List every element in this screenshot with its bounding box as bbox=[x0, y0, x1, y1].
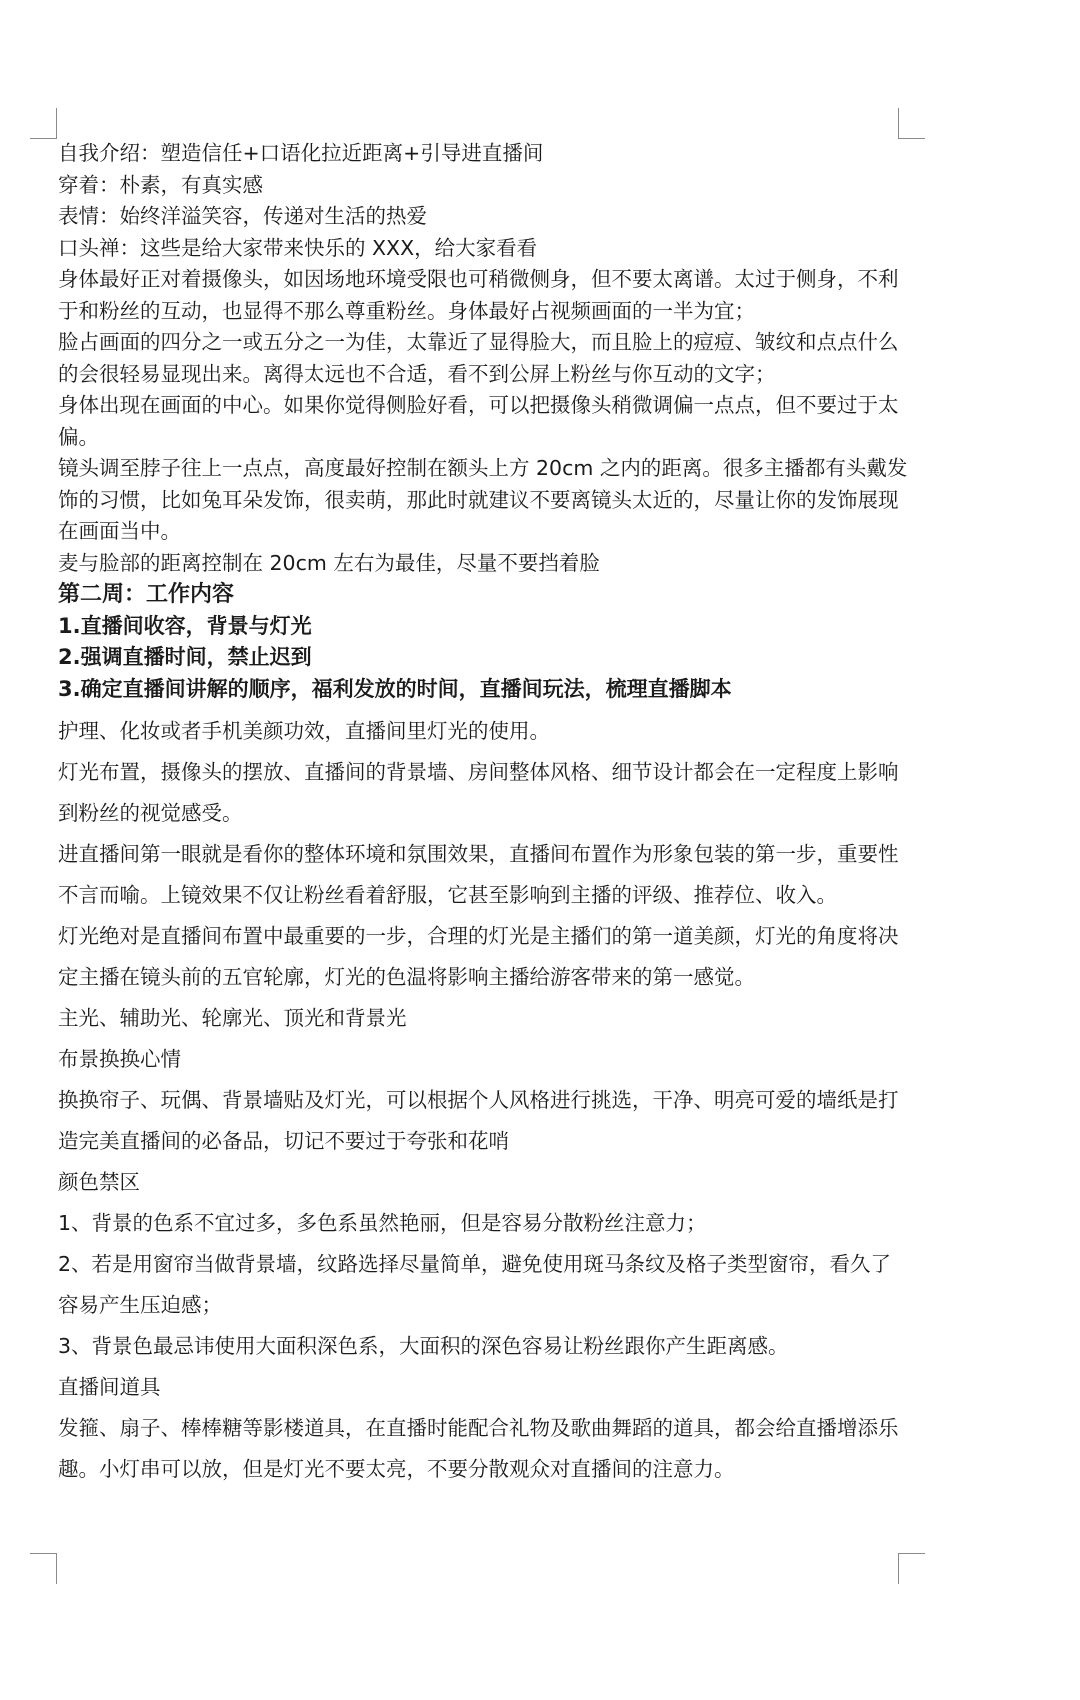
page-corner-mark-bottom-left bbox=[30, 1553, 57, 1584]
paragraph: 进直播间第一眼就是看你的整体环境和氛围效果，直播间布置作为形象包装的第一步，重要性不言而喻。上镜效果不仅让粉丝看着舒服，它甚至影响到主播的评级、推荐位、收入。 bbox=[58, 842, 899, 907]
page-corner-mark-top-right bbox=[898, 108, 925, 139]
subheading: 直播间道具 bbox=[58, 1375, 161, 1399]
paragraph: 发箍、扇子、棒棒糖等影楼道具，在直播时能配合礼物及歌曲舞蹈的道具，都会给直播增添乐趣。小灯串可以放，但是灯光不要太亮，不要分散观众对直播间的注意力。 bbox=[58, 1416, 899, 1481]
subheading: 布景换换心情 bbox=[58, 1047, 181, 1071]
paragraph: 主光、辅助光、轮廓光、顶光和背景光 bbox=[58, 1006, 407, 1030]
list-item: 3、背景色最忌讳使用大面积深色系，大面积的深色容易让粉丝跟你产生距离感。 bbox=[58, 1334, 789, 1358]
paragraph: 口头禅：这些是给大家带来快乐的 XXX，给大家看看 bbox=[58, 235, 538, 260]
paragraph: 麦与脸部的距离控制在 20cm 左右为最佳，尽量不要挡着脸 bbox=[58, 550, 600, 575]
list-item: 1、背景的色系不宜过多，多色系虽然艳丽，但是容易分散粉丝注意力； bbox=[58, 1211, 707, 1235]
numbered-heading: 3.确定直播间讲解的顺序，福利发放的时间，直播间玩法，梳理直播脚本 bbox=[58, 676, 732, 701]
paragraph: 灯光绝对是直播间布置中最重要的一步，合理的灯光是主播们的第一道美颜，灯光的角度将决定主播在镜头前的五官轮廓，灯光的色温将影响主播给游客带来的第一感觉。 bbox=[58, 924, 899, 989]
paragraph: 镜头调至脖子往上一点点，高度最好控制在额头上方 20cm 之内的距离。很多主播都有头戴发饰的习惯，比如兔耳朵发饰，很卖萌，那此时就建议不要离镜头太近的，尽量让你的发饰展现在画面当中。 bbox=[58, 456, 908, 543]
list-item: 2、若是用窗帘当做背景墙，纹路选择尽量简单，避免使用斑马条纹及格子类型窗帘，看久了容易产生压迫感； bbox=[58, 1252, 892, 1317]
page-corner-mark-top-left bbox=[30, 108, 57, 139]
document-body bbox=[58, 138, 908, 1490]
paragraph: 身体最好正对着摄像头，如因场地环境受限也可稍微侧身，但不要太离谱。太过于侧身，不利于和粉丝的互动，也显得不那么尊重粉丝。身体最好占视频画面的一半为宜； bbox=[58, 267, 899, 323]
numbered-heading: 2.强调直播时间，禁止迟到 bbox=[58, 645, 312, 669]
paragraph: 身体出现在画面的中心。如果你觉得侧脸好看，可以把摄像头稍微调偏一点点，但不要过于太偏。 bbox=[58, 393, 899, 449]
numbered-heading: 1.直播间收容，背景与灯光 bbox=[58, 613, 312, 638]
paragraph: 穿着：朴素，有真实感 bbox=[58, 172, 263, 197]
section-two-body bbox=[58, 711, 908, 1490]
paragraph: 自我介绍：塑造信任+口语化拉近距离+引导进直播间 bbox=[58, 141, 544, 165]
paragraph: 护理、化妆或者手机美颜功效，直播间里灯光的使用。 bbox=[58, 719, 550, 743]
subheading: 颜色禁区 bbox=[58, 1170, 140, 1194]
page-corner-mark-bottom-right bbox=[898, 1553, 925, 1584]
paragraph: 换换帘子、玩偶、背景墙贴及灯光，可以根据个人风格进行挑选，干净、明亮可爱的墙纸是打造完美直播间的必备品，切记不要过于夸张和花哨 bbox=[58, 1088, 899, 1153]
paragraph: 灯光布置，摄像头的摆放、直播间的背景墙、房间整体风格、细节设计都会在一定程度上影响到粉丝的视觉感受。 bbox=[58, 760, 899, 825]
section-heading: 第二周：工作内容 bbox=[58, 582, 235, 607]
paragraph: 表情：始终洋溢笑容，传递对生活的热爱 bbox=[58, 204, 427, 228]
paragraph: 脸占画面的四分之一或五分之一为佳，太靠近了显得脸大，而且脸上的痘痘、皱纹和点点什么的会很轻易显现出来。离得太远也不合适，看不到公屏上粉丝与你互动的文字； bbox=[58, 330, 899, 386]
